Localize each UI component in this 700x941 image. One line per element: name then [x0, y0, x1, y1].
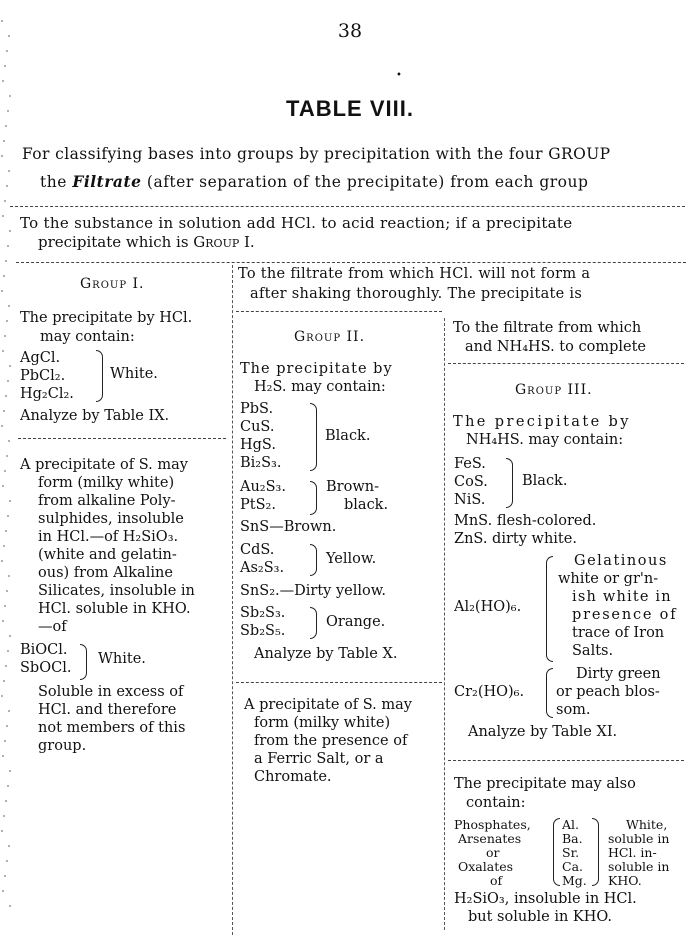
rule-col2-top — [236, 311, 442, 312]
scan-speck — [3, 545, 5, 547]
rule-mid — [16, 262, 686, 263]
salt-of: of — [490, 873, 503, 888]
metals-desc-line3: soluble in — [608, 859, 670, 874]
black-label-2: black. — [344, 497, 389, 513]
yellow-label: Yellow. — [326, 551, 377, 567]
scan-speck — [3, 410, 5, 412]
compound-hg2cl2: Hg₂Cl₂. — [20, 386, 74, 402]
compound-sns: SnS—Brown. — [240, 519, 337, 535]
compound-pbcl2: PbCl₂. — [20, 368, 66, 384]
col3-p1-line1: The precipitate by — [453, 414, 631, 430]
compound-mns: MnS. flesh-colored. — [454, 513, 597, 529]
scan-speck — [7, 650, 9, 652]
scan-speck — [9, 905, 11, 907]
al-desc-line4: trace of Iron — [572, 625, 665, 641]
filtrate-emphasis: Filtrate — [72, 172, 142, 191]
col2-p1-line1: The precipitate by — [240, 361, 393, 377]
compound-pts2: PtS₂. — [240, 497, 276, 513]
rule-col2 — [236, 682, 442, 683]
col2-top-line1: To the filtrate from which HCl. will not form a — [238, 266, 591, 282]
compound-sb2s3: Sb₂S₃. — [240, 605, 286, 621]
compound-zns: ZnS. dirty white. — [454, 531, 577, 547]
cr-desc-line2: som. — [556, 702, 591, 718]
scan-speck — [8, 35, 10, 37]
rule-col1 — [18, 438, 226, 439]
metals-desc-line1: soluble in — [608, 831, 670, 846]
scan-speck — [8, 305, 10, 307]
divider-col1 — [232, 265, 233, 935]
col3-last-line1: H₂SiO₃, insoluble in HCl. — [454, 891, 637, 907]
col1-para2-line8: HCl. soluble in KHO. — [38, 601, 191, 617]
metal-ca: Ca. — [562, 859, 583, 874]
col1-para2-line0: A precipitate of S. may — [20, 457, 188, 473]
scan-speck — [4, 875, 6, 877]
scan-speck — [1, 20, 3, 22]
col1-p1-line2: may contain: — [40, 329, 135, 345]
col1-analyze: Analyze by Table IX. — [20, 408, 170, 424]
col1-para2-line4: in HCl.—of H₂SiO₃. — [38, 529, 179, 545]
scan-speck — [2, 215, 4, 217]
col3-also-line1: The precipitate may also — [454, 776, 636, 792]
compound-al-hydroxide: Al₂(HO)₆. — [454, 599, 522, 615]
col3-last-line2: but soluble in KHO. — [468, 909, 613, 925]
page-number: 38 — [337, 20, 363, 42]
compound-cus: CuS. — [240, 419, 275, 435]
col2-para2-line3: a Ferric Salt, or a — [254, 751, 384, 767]
col1-para3-line1: HCl. and therefore — [38, 702, 177, 718]
scan-speck — [6, 50, 8, 52]
col1-para2-line9: —of — [38, 619, 67, 635]
compound-fes: FeS. — [454, 456, 486, 472]
scan-speck — [8, 440, 10, 442]
compound-sns2: SnS₂.—Dirty yellow. — [240, 583, 387, 599]
metal-ba: Ba. — [562, 831, 583, 846]
col3-analyze: Analyze by Table XI. — [468, 724, 618, 740]
scan-speck — [3, 680, 5, 682]
scan-speck — [9, 770, 11, 772]
compound-nis: NiS. — [454, 492, 486, 508]
salt-phosphates: Phosphates, — [454, 817, 531, 832]
compound-pbs: PbS. — [240, 401, 274, 417]
scan-speck — [9, 365, 11, 367]
brace-yellow — [310, 544, 317, 576]
scan-speck — [1, 155, 3, 157]
col2-top-line2: after shaking thoroughly. The precipitate is — [250, 286, 583, 302]
scan-speck — [2, 890, 4, 892]
scan-speck — [8, 845, 10, 847]
scan-speck — [6, 320, 8, 322]
scan-speck — [8, 710, 10, 712]
scan-speck — [9, 95, 11, 97]
brace-chromium — [546, 668, 553, 718]
scan-speck — [9, 635, 11, 637]
col2-para2-line4: Chromate. — [254, 769, 332, 785]
metal-mg: Mg. — [562, 873, 587, 888]
scan-speck — [6, 185, 8, 187]
instruction-line-2: precipitate which is Group I. — [38, 233, 255, 251]
metal-al: Al. — [562, 817, 579, 832]
scan-speck — [7, 515, 9, 517]
compound-cos: CoS. — [454, 474, 488, 490]
al-desc-line2: ish white in — [572, 589, 672, 605]
col2-p1-line2: H₂S. may contain: — [254, 379, 386, 395]
brace-orange — [310, 607, 317, 639]
group-3-heading: Group III. — [515, 382, 593, 398]
scan-speck — [1, 695, 3, 697]
scan-speck — [6, 860, 8, 862]
scan-speck — [5, 395, 7, 397]
scan-speck — [4, 65, 6, 67]
salt-or: or — [486, 845, 500, 860]
compound-biocl: BiOCl. — [20, 642, 68, 658]
compound-sb2s5: Sb₂S₅. — [240, 623, 286, 639]
scan-speck — [6, 455, 8, 457]
metals-desc-line2: HCl. in- — [608, 845, 657, 860]
salt-arsenates: Arsenates — [458, 831, 522, 846]
compound-bi2s3: Bi₂S₃. — [240, 455, 282, 471]
scan-speck — [7, 380, 9, 382]
scan-speck — [2, 350, 4, 352]
group-2-heading: Group II. — [294, 329, 366, 345]
col1-para2-line6: ous) from Alkaline — [38, 565, 173, 581]
rule-top — [10, 206, 685, 207]
brace-group1 — [96, 350, 103, 402]
scan-speck — [1, 290, 3, 292]
col1-para2-line1: form (milky white) — [38, 475, 175, 491]
group-1-heading: Group I. — [80, 276, 145, 292]
scan-speck — [4, 740, 6, 742]
scan-speck — [5, 125, 7, 127]
compound-au2s3: Au₂S₃. — [240, 479, 286, 495]
col2-para2-line1: form (milky white) — [254, 715, 391, 731]
col2-para2-line2: from the presence of — [254, 733, 408, 749]
brace-brown-black — [310, 481, 317, 515]
scan-speck — [7, 110, 9, 112]
compound-cr-hydroxide: Cr₂(HO)₆. — [454, 684, 525, 700]
scan-speck — [3, 815, 5, 817]
group3-black-label: Black. — [522, 473, 568, 489]
brace-metals-right — [592, 818, 599, 886]
col1-para3-line3: group. — [38, 738, 87, 754]
col1-para2-line7: Silicates, insoluble in — [38, 583, 195, 599]
orange-label: Orange. — [326, 614, 386, 630]
intro-line-1: For classifying bases into groups by precipitation with the four GROUP — [22, 145, 611, 163]
scan-speck — [5, 260, 7, 262]
metals-desc-line0: White, — [626, 817, 668, 832]
al-desc-line1: white or gr'n- — [558, 571, 659, 587]
col1-para3-line2: not members of this — [38, 720, 186, 736]
rule-col3-top — [448, 363, 684, 364]
scan-speck — [4, 335, 6, 337]
col3-top-line1: To the filtrate from which — [453, 320, 642, 336]
scan-speck — [7, 245, 9, 247]
scan-speck — [1, 425, 3, 427]
scan-speck — [9, 500, 11, 502]
scan-speck — [5, 530, 7, 532]
scan-speck — [5, 800, 7, 802]
scan-speck — [7, 785, 9, 787]
group1-white-label: White. — [110, 366, 158, 382]
cr-desc-line1: or peach blos- — [556, 684, 660, 700]
compound-cds: CdS. — [240, 542, 275, 558]
intro-line-2: the Filtrate (after separation of the precipitate) from each group — [40, 172, 589, 191]
al-desc-line5: Salts. — [572, 643, 614, 659]
rule-col3 — [448, 760, 684, 761]
col1-para2-line5: (white and gelatin- — [38, 547, 177, 563]
scan-speck — [2, 80, 4, 82]
compound-as2s3: As₂S₃. — [240, 560, 285, 576]
col1-para2-line3: sulphides, insoluble — [38, 511, 184, 527]
scan-speck — [9, 230, 11, 232]
compound-hgs: HgS. — [240, 437, 276, 453]
col3-top-line2: and NH₄HS. to complete — [465, 339, 646, 355]
page-title: TABLE VIII. — [286, 96, 414, 121]
scan-speck — [2, 485, 4, 487]
metal-sr: Sr. — [562, 845, 580, 860]
brace-group3-black — [506, 458, 513, 508]
cr-desc-line0: Dirty green — [576, 666, 661, 682]
oxychloride-white-label: White. — [98, 651, 146, 667]
scan-speck — [2, 620, 4, 622]
brace-metals-left — [553, 818, 560, 886]
metals-desc-line4: KHO. — [608, 873, 642, 888]
instruction-line-1: To the substance in solution add HCl. to acid reaction; if a precipitate — [20, 214, 573, 232]
salt-oxalates: Oxalates — [458, 859, 514, 874]
brown-label: Brown- — [326, 479, 379, 495]
divider-col2 — [444, 318, 445, 930]
scan-speck — [2, 755, 4, 757]
scan-speck — [4, 200, 6, 202]
scan-speck — [1, 830, 3, 832]
compound-agcl: AgCl. — [20, 350, 61, 366]
al-desc-line0: Gelatinous — [574, 553, 668, 569]
scan-speck — [3, 275, 5, 277]
col3-p1-line2: NH₄HS. may contain: — [466, 432, 624, 448]
col3-also-line2: contain: — [466, 795, 526, 811]
col1-p1-line1: The precipitate by HCl. — [20, 310, 193, 326]
col2-para2-line0: A precipitate of S. may — [244, 697, 412, 713]
brace-aluminium — [546, 556, 553, 662]
scan-speck — [8, 575, 10, 577]
brace-black-sulphides — [310, 403, 317, 471]
al-desc-line3: presence of — [572, 607, 678, 623]
scan-speck — [1, 560, 3, 562]
col1-para2-line2: from alkaline Poly- — [38, 493, 176, 509]
scan-speck — [4, 470, 6, 472]
brace-oxychlorides — [80, 644, 87, 680]
scan-speck — [8, 170, 10, 172]
scan-speck — [6, 590, 8, 592]
compound-sbocl: SbOCl. — [20, 660, 72, 676]
col2-analyze: Analyze by Table X. — [254, 646, 398, 662]
scan-speck — [4, 605, 6, 607]
scan-speck — [6, 725, 8, 727]
ornament-dot: • — [396, 70, 402, 81]
scan-speck — [3, 140, 5, 142]
col1-para3-line0: Soluble in excess of — [38, 684, 184, 700]
black-label: Black. — [325, 428, 371, 444]
scan-speck — [5, 665, 7, 667]
